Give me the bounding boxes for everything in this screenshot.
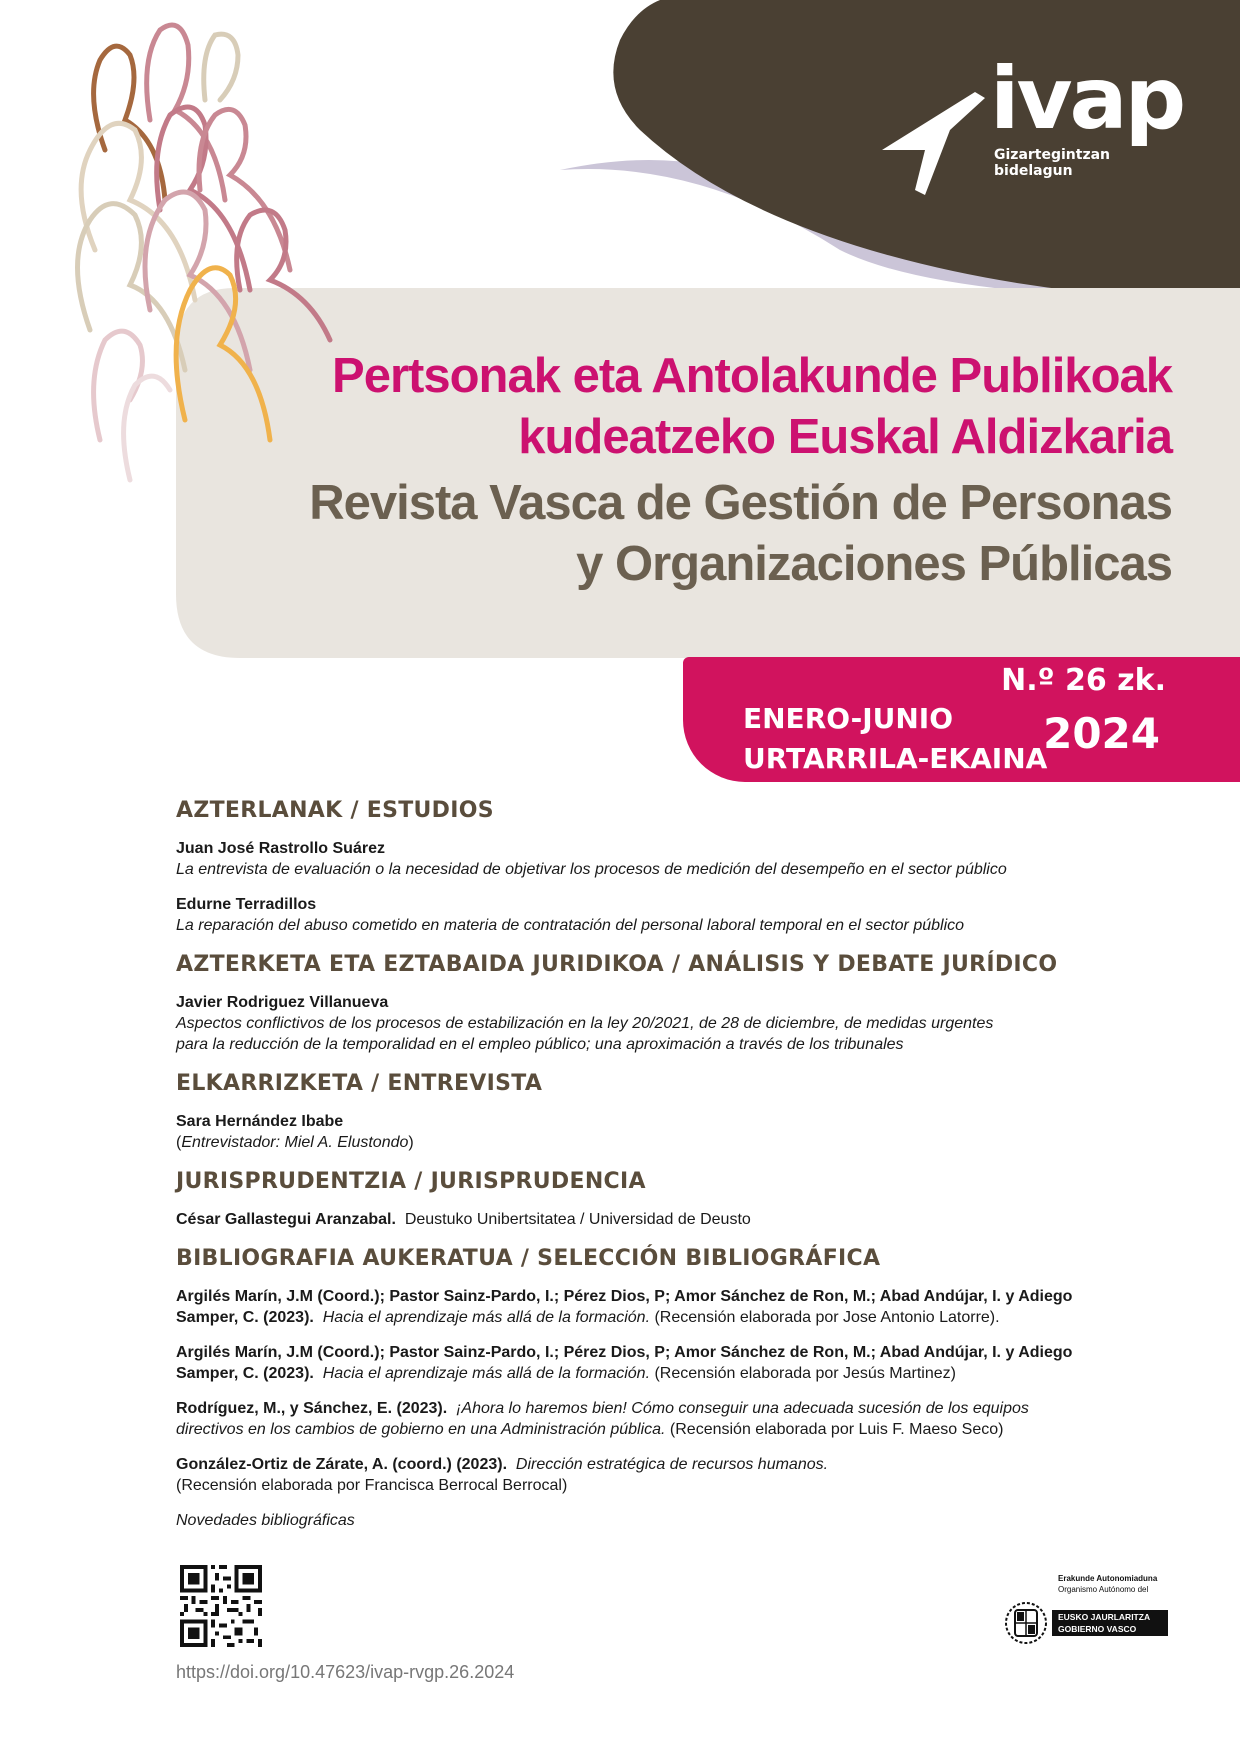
list-item: Rodríguez, M., y Sánchez, E. (2023). ¡Ahora lo haremos bien! Cómo conseguir una adecuada sucesión de los equipos directivos en los cambios de gobierno en una Administración pública. (Recensión elaborada por Luis F. Maeso Seco) [176, 1400, 1029, 1438]
issue-number: N.º 26 zk. [1001, 663, 1166, 698]
list-item: Novedades bibliográficas [176, 1512, 355, 1529]
journal-title [272, 346, 1172, 595]
basque-coat-of-arms-icon [1004, 1600, 1048, 1646]
issue-period: ENERO-JUNIO URTARRILA-EKAINA [743, 702, 1048, 775]
list-item: Sara Hernández Ibabe (Entrevistador: Miel A. Elustondo) [176, 1113, 414, 1151]
gov-name-bar: EUSKO JAURLARITZA GOBIERNO VASCO [1052, 1610, 1168, 1636]
ivap-arrow-icon [880, 90, 985, 195]
ivap-logo [880, 49, 1184, 194]
doi-link[interactable]: https://doi.org/10.47623/ivap-rvgp.26.2024 [176, 1662, 515, 1682]
title-basque-line1: Pertsonak eta Antolakunde Publikoak [332, 349, 1172, 403]
section-heading: AZTERLANAK / ESTUDIOS [176, 798, 494, 823]
title-spanish-line1: Revista Vasca de Gestión de Personas [309, 476, 1172, 530]
list-item: González-Ortiz de Zárate, A. (coord.) (2023). Dirección estratégica de recursos humanos. (Recensión elaborada por Francisca Berrocal Berrocal) [176, 1456, 829, 1494]
section-heading: JURISPRUDENTZIA / JURISPRUDENCIA [176, 1169, 646, 1194]
qr-code[interactable] [180, 1565, 262, 1647]
section-heading: ELKARRIZKETA / ENTREVISTA [176, 1071, 543, 1096]
list-item: César Gallastegui Aranzabal. Deustuko Unibertsitatea / Universidad de Deusto [176, 1211, 751, 1228]
logo-wordmark: ivap [990, 49, 1184, 149]
title-spanish-line2: y Organizaciones Públicas [576, 537, 1172, 591]
section-heading: BIBLIOGRAFIA AUKERATUA / SELECCIÓN BIBLIOGRÁFICA [176, 1246, 881, 1271]
table-of-contents [176, 796, 1166, 1545]
section-bibliografia [176, 1244, 1166, 1531]
issue-year: 2024 [1043, 709, 1160, 758]
logo-tagline: Gizartegintzan bidelagun [994, 147, 1111, 179]
section-entrevista [176, 1069, 1166, 1153]
issue-badge [683, 657, 1240, 782]
list-item: Javier Rodriguez Villanueva Aspectos conflictivos de los procesos de estabilización en la ley 20/2021, de 28 de diciembre, de medidas urgentes para la reducción de la temporalidad en el empleo público; una aproximación a través de los tribunales [176, 994, 994, 1053]
list-item: Edurne Terradillos La reparación del abuso cometido en materia de contratación del personal laboral temporal en el sector público [176, 896, 965, 934]
section-estudios [176, 796, 1166, 936]
section-analisis [176, 950, 1166, 1055]
gobierno-vasco-logo: Erakunde Autonomiaduna Organismo Autónomo del EUSKO JAURLARITZA GOBIERNO VASCO [1000, 1574, 1175, 1634]
title-basque-line2: kudeatzeko Euskal Aldizkaria [518, 410, 1172, 464]
list-item: Argilés Marín, J.M (Coord.); Pastor Sainz-Pardo, I.; Pérez Dios, P; Amor Sánchez de Ron, M.; Abad Andújar, I. y Adiego Samper, C. (2023). Hacia el aprendizaje más allá de la formación. (Recensión elaborada por Jose Antonio Latorre). [176, 1288, 1073, 1326]
section-heading: AZTERKETA ETA EZTABAIDA JURIDIKOA / ANÁLISIS Y DEBATE JURÍDICO [176, 952, 1058, 977]
list-item: Argilés Marín, J.M (Coord.); Pastor Sainz-Pardo, I.; Pérez Dios, P; Amor Sánchez de Ron, M.; Abad Andújar, I. y Adiego Samper, C. (2023). Hacia el aprendizaje más allá de la formación. (Recensión elaborada por Jesús Martinez) [176, 1344, 1073, 1382]
list-item: Juan José Rastrollo Suárez La entrevista de evaluación o la necesidad de objetivar los procesos de medición del desempeño en el sector público [176, 840, 1007, 878]
section-jurisprudencia [176, 1167, 1166, 1230]
